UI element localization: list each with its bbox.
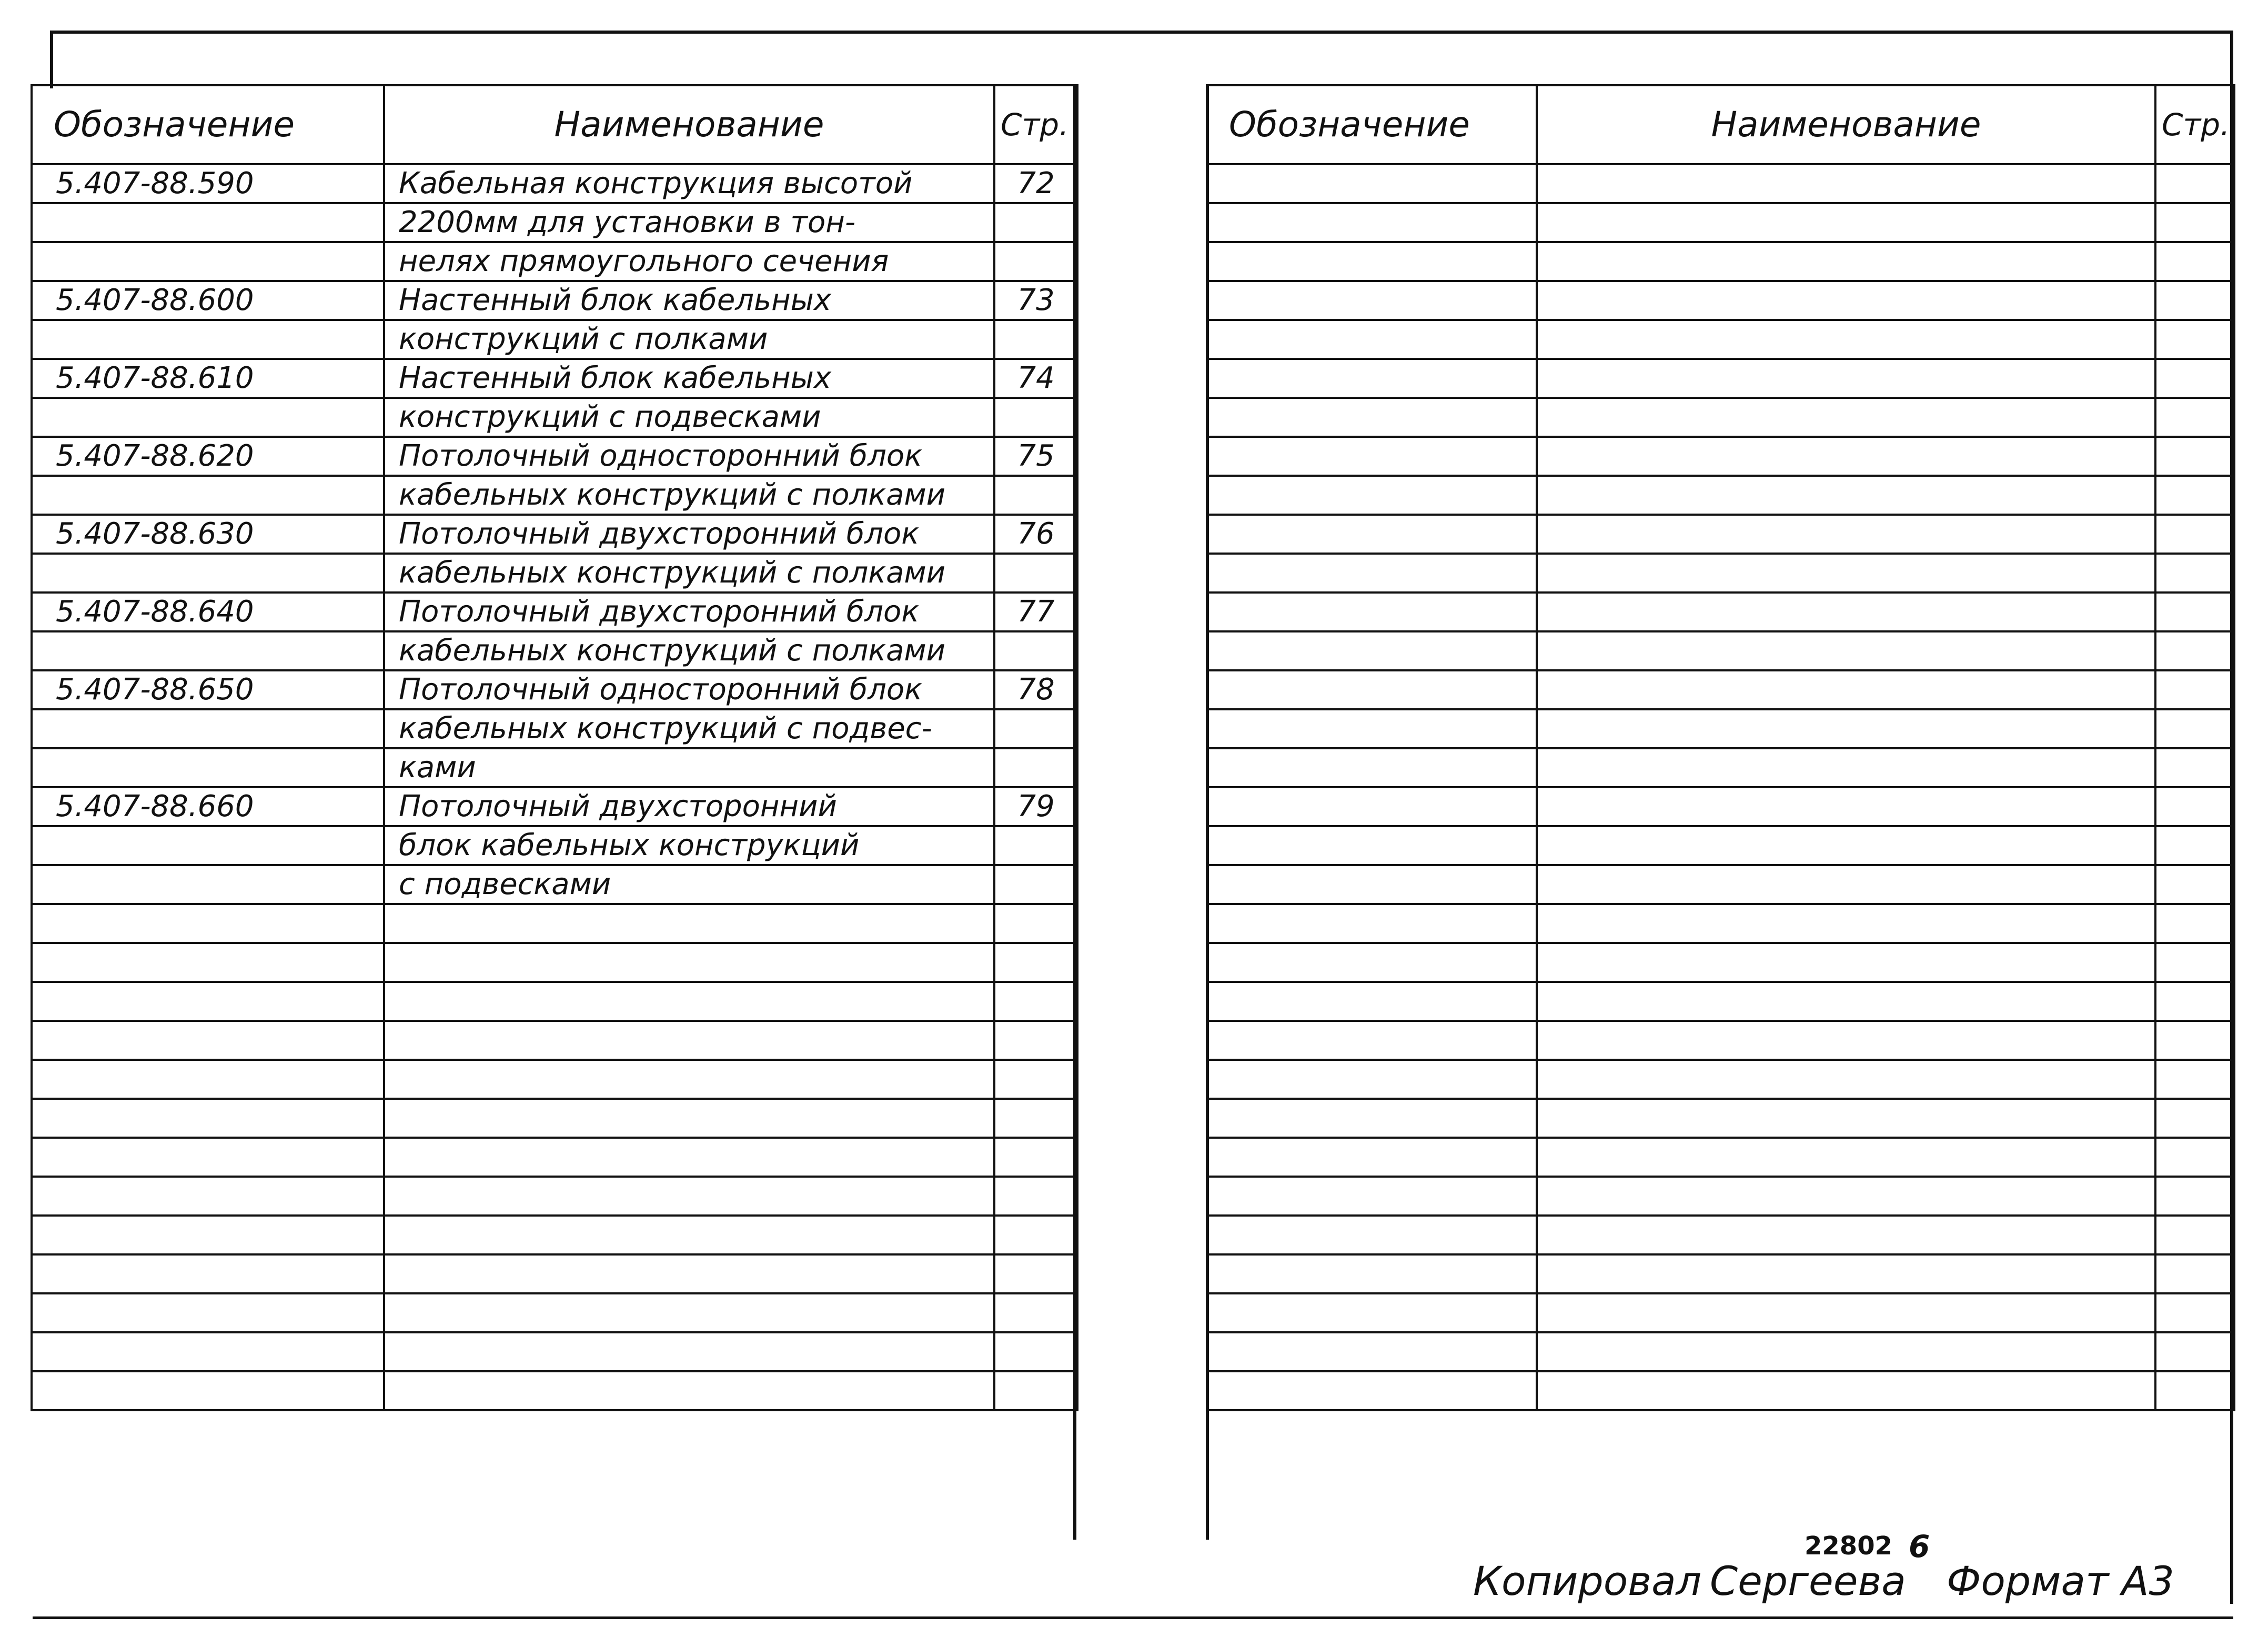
- table-row: [32, 164, 1077, 203]
- row-name: Потолочный односторонний блок: [384, 437, 994, 476]
- table-row: [32, 1371, 1077, 1410]
- row-name: [1537, 1138, 2155, 1177]
- row-code: 5.407-88.640: [32, 592, 384, 631]
- table-row: [1207, 787, 2234, 826]
- row-code: [32, 826, 384, 865]
- row-name: [1537, 359, 2155, 398]
- row-name: [1537, 826, 2155, 865]
- row-page: 75: [994, 437, 1077, 476]
- row-name: [1537, 943, 2155, 982]
- table-row: [32, 748, 1077, 787]
- row-page: 72: [994, 164, 1077, 203]
- table-row: [1207, 709, 2234, 748]
- row-code: [1207, 1177, 1537, 1216]
- table-row: [32, 1216, 1077, 1254]
- table-row: [32, 242, 1077, 281]
- table-row: [1207, 1216, 2234, 1254]
- row-page: [994, 1371, 1077, 1410]
- row-code: [1207, 670, 1537, 709]
- left-header-name: Наименование: [384, 85, 994, 164]
- table-row: [1207, 164, 2234, 203]
- row-code: [1207, 515, 1537, 554]
- row-code: [32, 1177, 384, 1216]
- row-page: [2155, 748, 2234, 787]
- row-page: [2155, 437, 2234, 476]
- row-name: [384, 1216, 994, 1254]
- left-header-code: Обозначение: [32, 85, 384, 164]
- row-code: [32, 1138, 384, 1177]
- row-page: 76: [994, 515, 1077, 554]
- row-code: [32, 242, 384, 281]
- table-row: [1207, 826, 2234, 865]
- row-code: [1207, 631, 1537, 670]
- table-row: [1207, 320, 2234, 359]
- format-label: Формат А3: [1947, 1558, 2174, 1604]
- row-name: конструкций с полками: [384, 320, 994, 359]
- row-page: [2155, 943, 2234, 982]
- row-page: 73: [994, 281, 1077, 320]
- row-page: [994, 320, 1077, 359]
- row-page: [994, 1293, 1077, 1332]
- row-code: [1207, 1293, 1537, 1332]
- table-row: [1207, 670, 2234, 709]
- row-name: [1537, 1332, 2155, 1371]
- table-row: [1207, 242, 2234, 281]
- row-code: [1207, 943, 1537, 982]
- table-row: [32, 904, 1077, 943]
- copied-by-label: Копировал: [1473, 1558, 1702, 1604]
- row-page: [2155, 1293, 2234, 1332]
- row-page: [2155, 398, 2234, 437]
- row-page: [2155, 1099, 2234, 1138]
- table-row: [32, 709, 1077, 748]
- row-page: [2155, 1332, 2234, 1371]
- row-code: [32, 865, 384, 904]
- table-row: [32, 515, 1077, 554]
- table-row: [1207, 904, 2234, 943]
- table-row: [32, 631, 1077, 670]
- row-code: 5.407-88.590: [32, 164, 384, 203]
- row-page: [2155, 982, 2234, 1021]
- row-page: [2155, 904, 2234, 943]
- row-name: Потолочный односторонний блок: [384, 670, 994, 709]
- row-page: [994, 554, 1077, 592]
- row-name: кабельных конструкций с полками: [384, 631, 994, 670]
- table-row: [32, 1099, 1077, 1138]
- right-spec-table: [1206, 84, 2235, 1411]
- row-code: [1207, 164, 1537, 203]
- row-name: Настенный блок кабельных: [384, 281, 994, 320]
- table-row: [32, 943, 1077, 982]
- row-code: [32, 982, 384, 1021]
- table-row: [1207, 592, 2234, 631]
- row-code: [1207, 1099, 1537, 1138]
- table-row: [32, 670, 1077, 709]
- left-table-body: [32, 164, 1077, 1410]
- row-page: [2155, 476, 2234, 515]
- row-page: [994, 982, 1077, 1021]
- row-page: [2155, 787, 2234, 826]
- row-page: [2155, 242, 2234, 281]
- row-code: [1207, 826, 1537, 865]
- row-code: [32, 943, 384, 982]
- row-code: 5.407-88.610: [32, 359, 384, 398]
- row-name: [1537, 1293, 2155, 1332]
- row-page: [2155, 515, 2234, 554]
- row-code: [1207, 1216, 1537, 1254]
- row-code: [1207, 592, 1537, 631]
- row-name: конструкций с подвесками: [384, 398, 994, 437]
- row-name: [384, 943, 994, 982]
- table-row: [32, 826, 1077, 865]
- row-name: [384, 1332, 994, 1371]
- table-row: [32, 1332, 1077, 1371]
- row-code: 5.407-88.600: [32, 281, 384, 320]
- table-row: [1207, 865, 2234, 904]
- row-name: [384, 1138, 994, 1177]
- bottom-rule: [33, 1616, 2233, 1619]
- copied-by-name: Сергеева: [1710, 1558, 1906, 1604]
- row-code: [32, 748, 384, 787]
- row-name: с подвесками: [384, 865, 994, 904]
- table-row: [1207, 554, 2234, 592]
- row-code: [32, 1216, 384, 1254]
- left-header-page: Стр.: [994, 85, 1077, 164]
- table-row: [32, 865, 1077, 904]
- right-header-page: Стр.: [2155, 85, 2234, 164]
- row-page: [994, 1099, 1077, 1138]
- table-row: [32, 1254, 1077, 1293]
- row-page: [994, 865, 1077, 904]
- row-name: [384, 904, 994, 943]
- table-row: [32, 1138, 1077, 1177]
- row-code: 5.407-88.660: [32, 787, 384, 826]
- row-name: [1537, 904, 2155, 943]
- row-name: [384, 1293, 994, 1332]
- row-page: [994, 943, 1077, 982]
- row-code: [1207, 203, 1537, 242]
- row-name: [1537, 631, 2155, 670]
- row-name: [1537, 865, 2155, 904]
- right-table-body: [1207, 164, 2234, 1410]
- row-name: 2200мм для установки в тон-: [384, 203, 994, 242]
- row-name: кабельных конструкций с подвес-: [384, 709, 994, 748]
- row-page: [2155, 670, 2234, 709]
- row-page: [994, 1177, 1077, 1216]
- table-row: [1207, 1332, 2234, 1371]
- row-code: [1207, 242, 1537, 281]
- row-name: [1537, 670, 2155, 709]
- row-name: [1537, 398, 2155, 437]
- row-page: [994, 1021, 1077, 1060]
- row-name: кабельных конструкций с полками: [384, 476, 994, 515]
- row-page: 78: [994, 670, 1077, 709]
- table-row: [1207, 631, 2234, 670]
- row-code: [32, 1099, 384, 1138]
- row-code: [1207, 982, 1537, 1021]
- table-row: [1207, 359, 2234, 398]
- row-code: [32, 554, 384, 592]
- row-name: [384, 982, 994, 1021]
- table-row: [1207, 398, 2234, 437]
- sheet-number: 6: [1909, 1529, 1930, 1564]
- table-row: [32, 787, 1077, 826]
- row-page: 74: [994, 359, 1077, 398]
- row-code: [32, 320, 384, 359]
- row-code: [1207, 1332, 1537, 1371]
- row-code: [32, 398, 384, 437]
- table-row: [1207, 1177, 2234, 1216]
- table-row: [1207, 1021, 2234, 1060]
- row-name: [384, 1099, 994, 1138]
- table-row: [1207, 1371, 2234, 1410]
- row-name: нелях прямоугольного сечения: [384, 242, 994, 281]
- table-row: [32, 592, 1077, 631]
- table-row: [1207, 281, 2234, 320]
- row-page: [994, 748, 1077, 787]
- row-name: Настенный блок кабельных: [384, 359, 994, 398]
- row-page: [2155, 554, 2234, 592]
- row-name: [1537, 1021, 2155, 1060]
- row-page: [2155, 592, 2234, 631]
- table-row: [1207, 748, 2234, 787]
- table-row: [1207, 437, 2234, 476]
- row-name: [1537, 203, 2155, 242]
- row-code: [1207, 554, 1537, 592]
- row-page: [2155, 865, 2234, 904]
- table-row: [1207, 1099, 2234, 1138]
- table-row: [1207, 1060, 2234, 1099]
- row-page: [994, 1138, 1077, 1177]
- row-name: Потолочный двухсторонний блок: [384, 515, 994, 554]
- row-page: [994, 904, 1077, 943]
- row-page: [994, 203, 1077, 242]
- row-name: [384, 1060, 994, 1099]
- row-name: [384, 1371, 994, 1410]
- row-code: [1207, 904, 1537, 943]
- row-name: [1537, 1216, 2155, 1254]
- row-code: [32, 1021, 384, 1060]
- row-page: [2155, 164, 2234, 203]
- row-name: [1537, 748, 2155, 787]
- table-row: [32, 1293, 1077, 1332]
- table-row: [32, 320, 1077, 359]
- row-code: [32, 1371, 384, 1410]
- row-name: [1537, 1177, 2155, 1216]
- table-row: [32, 476, 1077, 515]
- document-number: 22802: [1805, 1531, 1892, 1561]
- row-code: [1207, 1021, 1537, 1060]
- row-name: [384, 1254, 994, 1293]
- table-row: [32, 359, 1077, 398]
- row-code: [1207, 1060, 1537, 1099]
- row-name: [1537, 709, 2155, 748]
- left-table-header-row: [32, 85, 1077, 164]
- table-row: [1207, 1293, 2234, 1332]
- row-name: [1537, 592, 2155, 631]
- left-spec-table: [31, 84, 1078, 1411]
- row-code: [1207, 398, 1537, 437]
- row-page: [994, 1254, 1077, 1293]
- row-code: [32, 476, 384, 515]
- row-name: Кабельная конструкция высотой: [384, 164, 994, 203]
- frame-top-border: [50, 31, 2233, 34]
- row-name: [384, 1177, 994, 1216]
- row-code: [1207, 1371, 1537, 1410]
- row-page: [994, 826, 1077, 865]
- row-name: [1537, 164, 2155, 203]
- row-page: [994, 1216, 1077, 1254]
- row-code: [1207, 320, 1537, 359]
- row-name: Потолочный двухсторонний: [384, 787, 994, 826]
- row-page: 79: [994, 787, 1077, 826]
- row-name: [1537, 515, 2155, 554]
- right-table-header-row: [1207, 85, 2234, 164]
- row-name: [1537, 320, 2155, 359]
- table-row: [1207, 943, 2234, 982]
- row-page: [2155, 1254, 2234, 1293]
- row-name: кабельных конструкций с полками: [384, 554, 994, 592]
- table-row: [1207, 1254, 2234, 1293]
- row-code: [32, 1293, 384, 1332]
- row-page: [2155, 1138, 2234, 1177]
- table-row: [32, 203, 1077, 242]
- row-name: [384, 1021, 994, 1060]
- row-name: ками: [384, 748, 994, 787]
- table-row: [32, 1021, 1077, 1060]
- row-code: [1207, 748, 1537, 787]
- row-code: [32, 203, 384, 242]
- row-code: [1207, 865, 1537, 904]
- row-code: [32, 631, 384, 670]
- row-code: [32, 709, 384, 748]
- table-row: [32, 1060, 1077, 1099]
- row-name: [1537, 476, 2155, 515]
- table-row: [32, 398, 1077, 437]
- row-code: [1207, 281, 1537, 320]
- row-code: [1207, 476, 1537, 515]
- row-name: [1537, 1371, 2155, 1410]
- row-page: [2155, 1371, 2234, 1410]
- row-code: [1207, 1138, 1537, 1177]
- row-page: [994, 242, 1077, 281]
- row-code: [32, 1060, 384, 1099]
- row-name: [1537, 242, 2155, 281]
- table-row: [1207, 515, 2234, 554]
- row-page: [994, 398, 1077, 437]
- row-name: [1537, 554, 2155, 592]
- row-code: [1207, 787, 1537, 826]
- row-page: [2155, 1216, 2234, 1254]
- row-name: [1537, 982, 2155, 1021]
- row-name: блок кабельных конструкций: [384, 826, 994, 865]
- table-row: [32, 1177, 1077, 1216]
- row-page: [2155, 1021, 2234, 1060]
- row-name: Потолочный двухсторонний блок: [384, 592, 994, 631]
- table-row: [1207, 982, 2234, 1021]
- row-page: [2155, 320, 2234, 359]
- row-page: [2155, 281, 2234, 320]
- row-page: [994, 631, 1077, 670]
- row-code: 5.407-88.630: [32, 515, 384, 554]
- row-code: 5.407-88.620: [32, 437, 384, 476]
- row-page: [994, 1060, 1077, 1099]
- row-page: [994, 1332, 1077, 1371]
- row-name: [1537, 1099, 2155, 1138]
- row-name: [1537, 437, 2155, 476]
- row-name: [1537, 1060, 2155, 1099]
- row-page: 77: [994, 592, 1077, 631]
- row-page: [2155, 359, 2234, 398]
- right-header-name: Наименование: [1537, 85, 2155, 164]
- table-row: [1207, 1138, 2234, 1177]
- row-code: [32, 904, 384, 943]
- row-code: [1207, 359, 1537, 398]
- row-page: [2155, 631, 2234, 670]
- row-code: [1207, 709, 1537, 748]
- row-page: [2155, 1177, 2234, 1216]
- row-page: [994, 476, 1077, 515]
- right-header-code: Обозначение: [1207, 85, 1537, 164]
- row-page: [2155, 203, 2234, 242]
- row-code: [1207, 1254, 1537, 1293]
- row-page: [2155, 709, 2234, 748]
- frame-left-border: [50, 31, 53, 88]
- table-row: [32, 982, 1077, 1021]
- row-code: [1207, 437, 1537, 476]
- table-row: [1207, 476, 2234, 515]
- row-name: [1537, 281, 2155, 320]
- row-page: [2155, 826, 2234, 865]
- table-row: [32, 281, 1077, 320]
- row-name: [1537, 787, 2155, 826]
- table-row: [32, 437, 1077, 476]
- table-row: [32, 554, 1077, 592]
- row-code: [32, 1254, 384, 1293]
- row-code: 5.407-88.650: [32, 670, 384, 709]
- row-name: [1537, 1254, 2155, 1293]
- row-code: [32, 1332, 384, 1371]
- table-row: [1207, 203, 2234, 242]
- row-page: [2155, 1060, 2234, 1099]
- row-page: [994, 709, 1077, 748]
